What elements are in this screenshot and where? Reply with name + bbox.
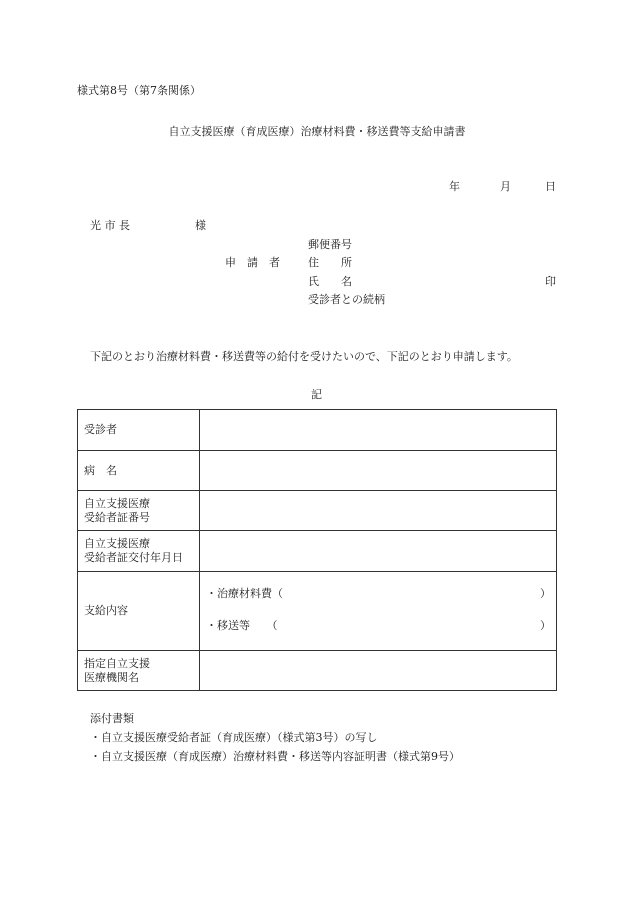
address-label: 住 所 — [308, 256, 352, 269]
intro-text: 下記のとおり治療材料費・移送費等の給付を受けたいので、下記のとおり申請します。 — [90, 350, 518, 363]
table-row — [78, 651, 557, 691]
name-label: 氏 名 — [308, 275, 352, 288]
cert-number-label-line2: 受給者証番号 — [84, 510, 150, 524]
attachments-heading: 添付書類 — [90, 712, 134, 725]
institution-field[interactable] — [200, 651, 557, 691]
applicant-label: 申 請 者 — [225, 256, 280, 269]
materials-item: ・治療材料費（ — [206, 587, 283, 600]
date-year-label: 年 — [449, 180, 460, 193]
date-month-label: 月 — [500, 180, 511, 193]
cert-date-field[interactable] — [200, 531, 557, 572]
institution-label — [78, 651, 200, 691]
relation-label: 受診者との続柄 — [308, 293, 385, 306]
table-row — [78, 451, 557, 491]
transport-close-paren: ） — [540, 619, 551, 632]
cert-date-label-line1: 自立支援医療 — [84, 537, 150, 550]
patient-field[interactable] — [200, 410, 557, 451]
cert-date-label-line2: 受給者証交付年月日 — [84, 551, 183, 564]
table-row — [78, 531, 557, 572]
attachment-item: ・自立支援医療受給者証（育成医療）（様式第3号）の写し — [90, 731, 378, 744]
payment-content-label: 支給内容 — [78, 572, 200, 651]
transport-item: ・移送等 （ — [206, 619, 278, 632]
payment-content-field[interactable] — [200, 572, 557, 651]
addressee-honorific: 様 — [195, 219, 206, 232]
table-row — [78, 410, 557, 451]
disease-label: 病 名 — [78, 451, 200, 491]
date-day-label: 日 — [545, 180, 556, 193]
document-title: 自立支援医療（育成医療）治療材料費・移送費等支給申請書 — [168, 125, 466, 138]
materials-close-paren: ） — [540, 587, 551, 600]
institution-label-line1: 指定自立支援 — [84, 656, 150, 670]
ki-heading: 記 — [311, 388, 322, 401]
cert-date-label — [78, 531, 200, 572]
postal-code-label: 郵便番号 — [308, 238, 352, 251]
patient-label: 受診者 — [78, 410, 200, 451]
attachment-item: ・自立支援医療（育成医療）治療材料費・移送等内容証明書（様式第9号） — [90, 750, 460, 763]
cert-number-label — [78, 491, 200, 531]
table-row — [78, 491, 557, 531]
disease-field[interactable] — [200, 451, 557, 491]
application-table — [77, 409, 557, 691]
cert-number-label-line1: 自立支援医療 — [84, 496, 150, 510]
cert-number-field[interactable] — [200, 491, 557, 531]
addressee-name: 光 市 長 — [90, 219, 130, 232]
seal-mark: 印 — [545, 275, 556, 288]
institution-label-line2: 医療機関名 — [84, 670, 139, 684]
form-number: 様式第8号（第7条関係） — [77, 84, 201, 97]
table-row — [78, 572, 557, 651]
